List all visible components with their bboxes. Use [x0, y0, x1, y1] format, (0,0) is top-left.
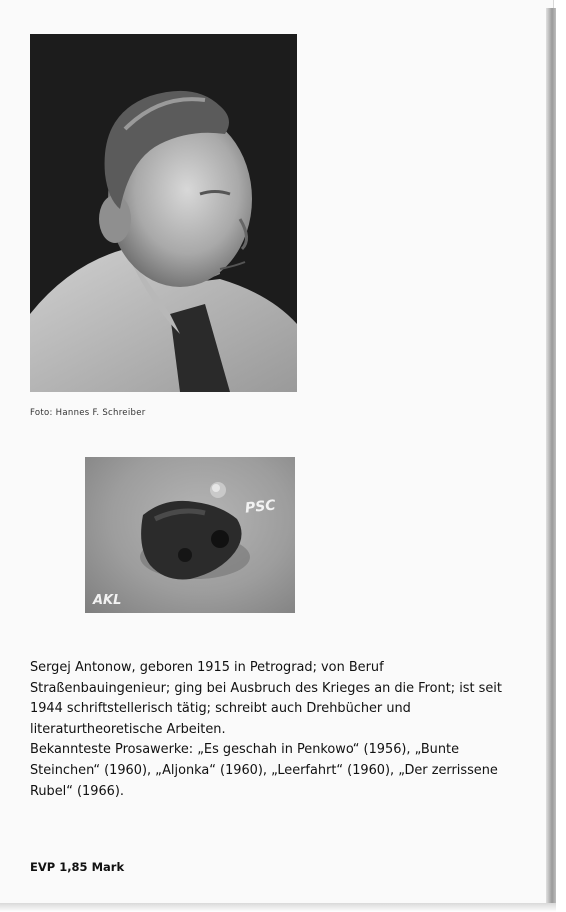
author-biography	[30, 658, 520, 802]
stamp-akl: AKL	[93, 593, 122, 608]
stone-photo	[85, 457, 295, 613]
stamp-psc: PSC	[244, 497, 277, 517]
bottom-shadow	[0, 903, 556, 912]
bio-works: Bekannteste Prosawerke: „Es geschah in Penkowo“ (1956), „Bunte Steinchen“ (1960), „Aljonka“ (1960), „Leerfahrt“ (1960), „Der zerrissene Rubel“ (1966).	[30, 742, 498, 799]
cover-edge	[546, 8, 556, 904]
price-label: EVP 1,85 Mark	[30, 860, 125, 874]
bio-paragraph: Sergej Antonow, geboren 1915 in Petrograd; von Beruf Straßenbauingenieur; ging bei Ausbruch des Krieges an die Front; ist seit 1944 schriftstellerisch tätig; schreibt auch Drehbücher und literaturtheoretische Arbeiten.	[30, 660, 502, 737]
author-portrait-photo	[30, 34, 297, 392]
photo-credit: Foto: Hannes F. Schreiber	[30, 408, 146, 418]
